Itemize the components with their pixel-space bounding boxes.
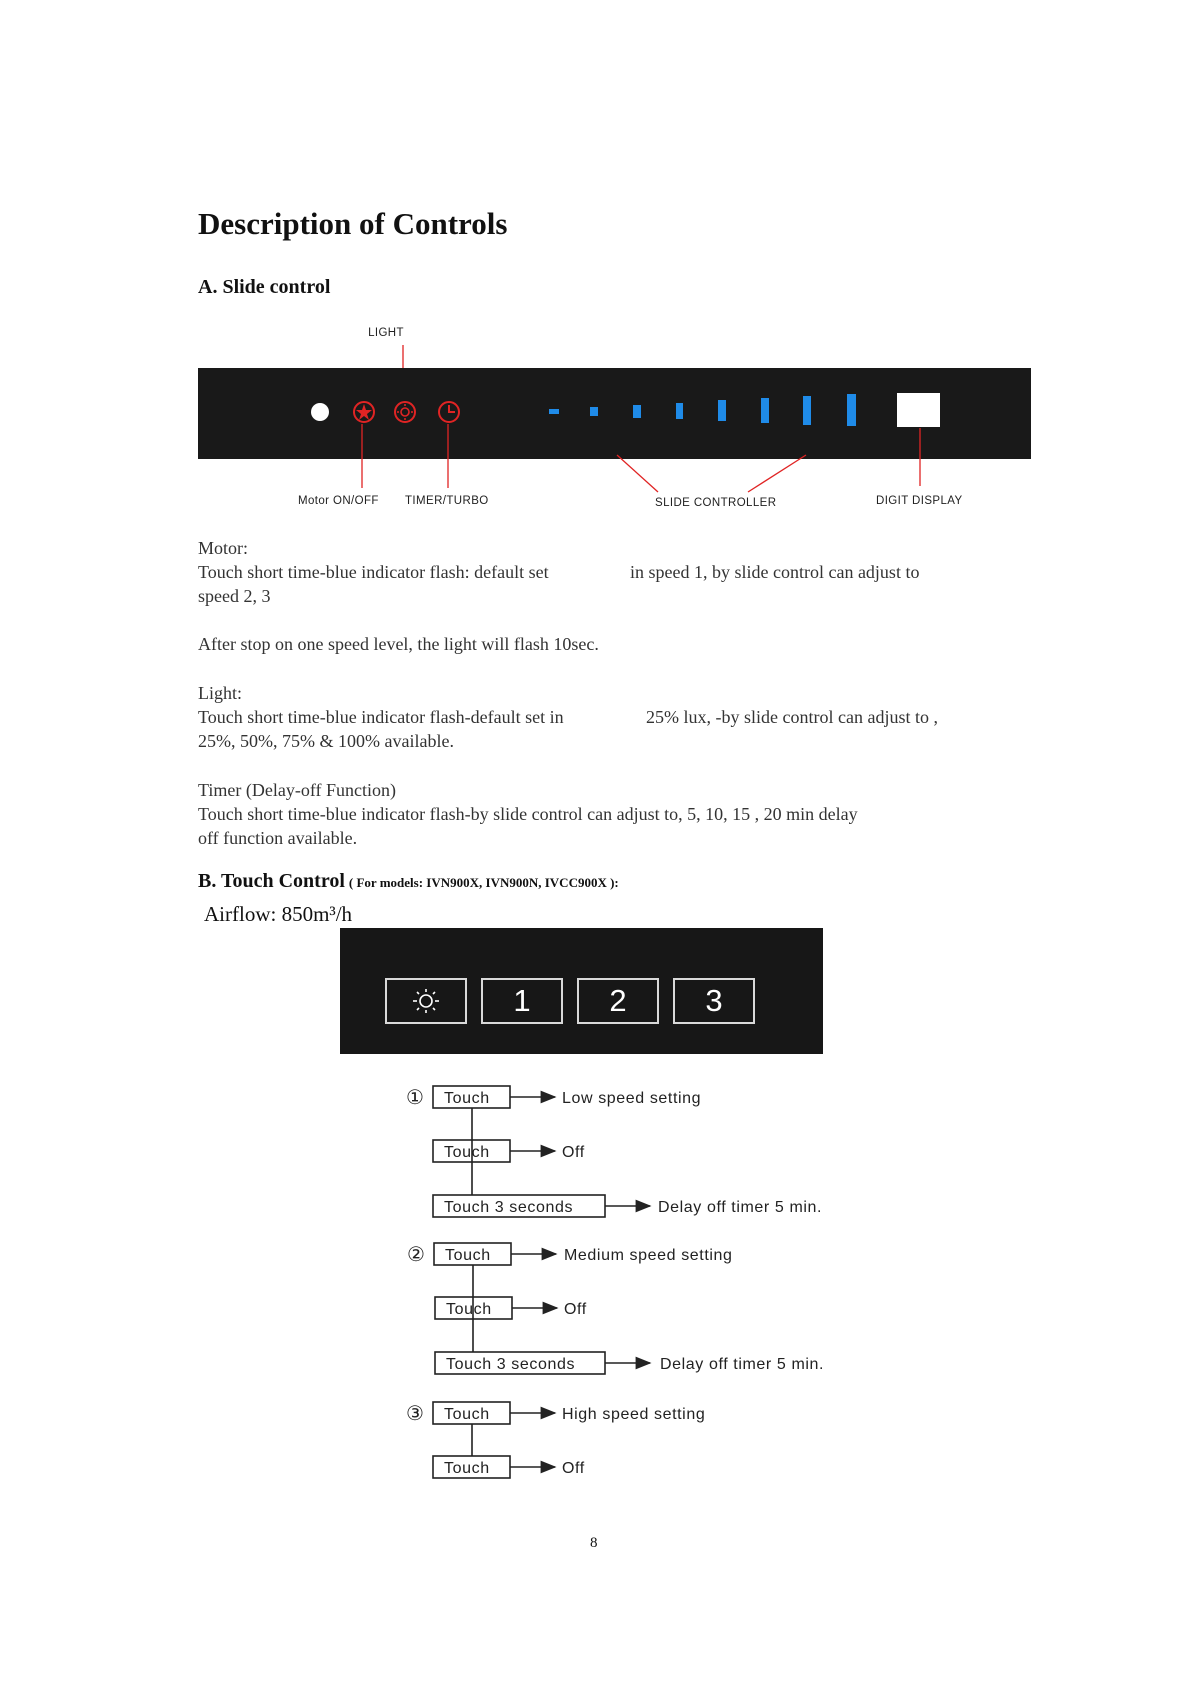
slider-bar-7 [803, 396, 811, 425]
flow-touch3-1: Touch 3 seconds [444, 1199, 574, 1216]
slider-bar-8 [847, 394, 856, 426]
section-b-heading-line [198, 870, 619, 893]
motor-line-1 [198, 560, 998, 584]
after-stop-text: After stop on one speed level, the light will flash 10sec. [198, 634, 599, 654]
section-b-models: ( For models: IVN900X, IVN900N, IVCC900X ): [348, 875, 619, 890]
flow-off-2: Off [564, 1301, 587, 1318]
flow-off-1: Off [562, 1144, 585, 1161]
light-label: Light: [198, 683, 242, 703]
slider-bar-2 [590, 407, 598, 416]
flow-delay-2: Delay off timer 5 min. [660, 1356, 825, 1373]
digit-callout: DIGIT DISPLAY [876, 495, 963, 507]
slide-control-diagram [190, 320, 1040, 520]
timer-callout: TIMER/TURBO [405, 495, 489, 507]
sun-icon [387, 980, 465, 1022]
light-line-1a: Touch short time-blue indicator flash-default set in [198, 707, 564, 727]
slide-callout: SLIDE CONTROLLER [655, 497, 777, 509]
slider-bar-6 [761, 398, 769, 423]
flow-touch3-2: Touch 3 seconds [446, 1356, 576, 1373]
step-2-number: ② [407, 1244, 426, 1266]
slider-bar-4 [676, 403, 683, 419]
slide-callout-line-right [748, 455, 806, 492]
speed-1-button[interactable]: 1 [481, 978, 563, 1024]
flow-delay-1: Delay off timer 5 min. [658, 1199, 823, 1216]
motor-label: Motor: [198, 538, 249, 558]
touch-control-panel [340, 928, 823, 1054]
step-1-number: ① [406, 1087, 425, 1109]
digit-display [897, 393, 940, 427]
timer-line-1: Touch short time-blue indicator flash-by slide control can adjust to, 5, 10, 15 , 20 min delay [198, 804, 858, 824]
motor-line-1a: Touch short time-blue indicator flash: default set [198, 562, 549, 582]
timer-label: Timer (Delay-off Function) [198, 780, 396, 800]
flow-off-3: Off [562, 1460, 585, 1477]
touch-flow-diagram [400, 1075, 880, 1485]
light-line-1 [198, 705, 998, 729]
slider-bar-3 [633, 405, 641, 418]
speed-2-button[interactable]: 2 [577, 978, 659, 1024]
airflow-text: Airflow: 850m³/h [204, 902, 353, 926]
slider-bar-1 [549, 409, 559, 414]
light-line-2: 25%, 50%, 75% & 100% available. [198, 731, 454, 751]
flow-touch-2a: Touch [445, 1247, 491, 1264]
flow-medium-speed: Medium speed setting [564, 1247, 733, 1264]
speed-3-button[interactable]: 3 [673, 978, 755, 1024]
flow-touch-3a: Touch [444, 1406, 490, 1423]
section-b-heading: B. Touch Control [198, 870, 345, 892]
light-touch-button[interactable] [385, 978, 467, 1024]
power-dot-icon [311, 403, 329, 421]
flow-touch-1b: Touch [444, 1144, 490, 1161]
page-title: Description of Controls [198, 206, 508, 241]
timer-line-2: off function available. [198, 828, 358, 848]
flow-low-speed: Low speed setting [562, 1090, 702, 1107]
motor-line-2: speed 2, 3 [198, 586, 271, 606]
slide-callout-line-left [617, 455, 658, 492]
flow-touch-2b: Touch [446, 1301, 492, 1318]
step-3-number: ③ [406, 1403, 425, 1425]
slider-bar-5 [718, 400, 726, 421]
light-line-1b: 25% lux, -by slide control can adjust to , [646, 707, 938, 727]
flow-touch-3b: Touch [444, 1460, 490, 1477]
motor-line-1b: in speed 1, by slide control can adjust to [630, 562, 920, 582]
page-number: 8 [590, 1535, 598, 1551]
flow-touch-1a: Touch [444, 1090, 490, 1107]
section-a-heading: A. Slide control [198, 276, 331, 298]
light-callout: LIGHT [368, 327, 404, 339]
flow-high-speed: High speed setting [562, 1406, 706, 1423]
motor-callout: Motor ON/OFF [298, 495, 379, 507]
